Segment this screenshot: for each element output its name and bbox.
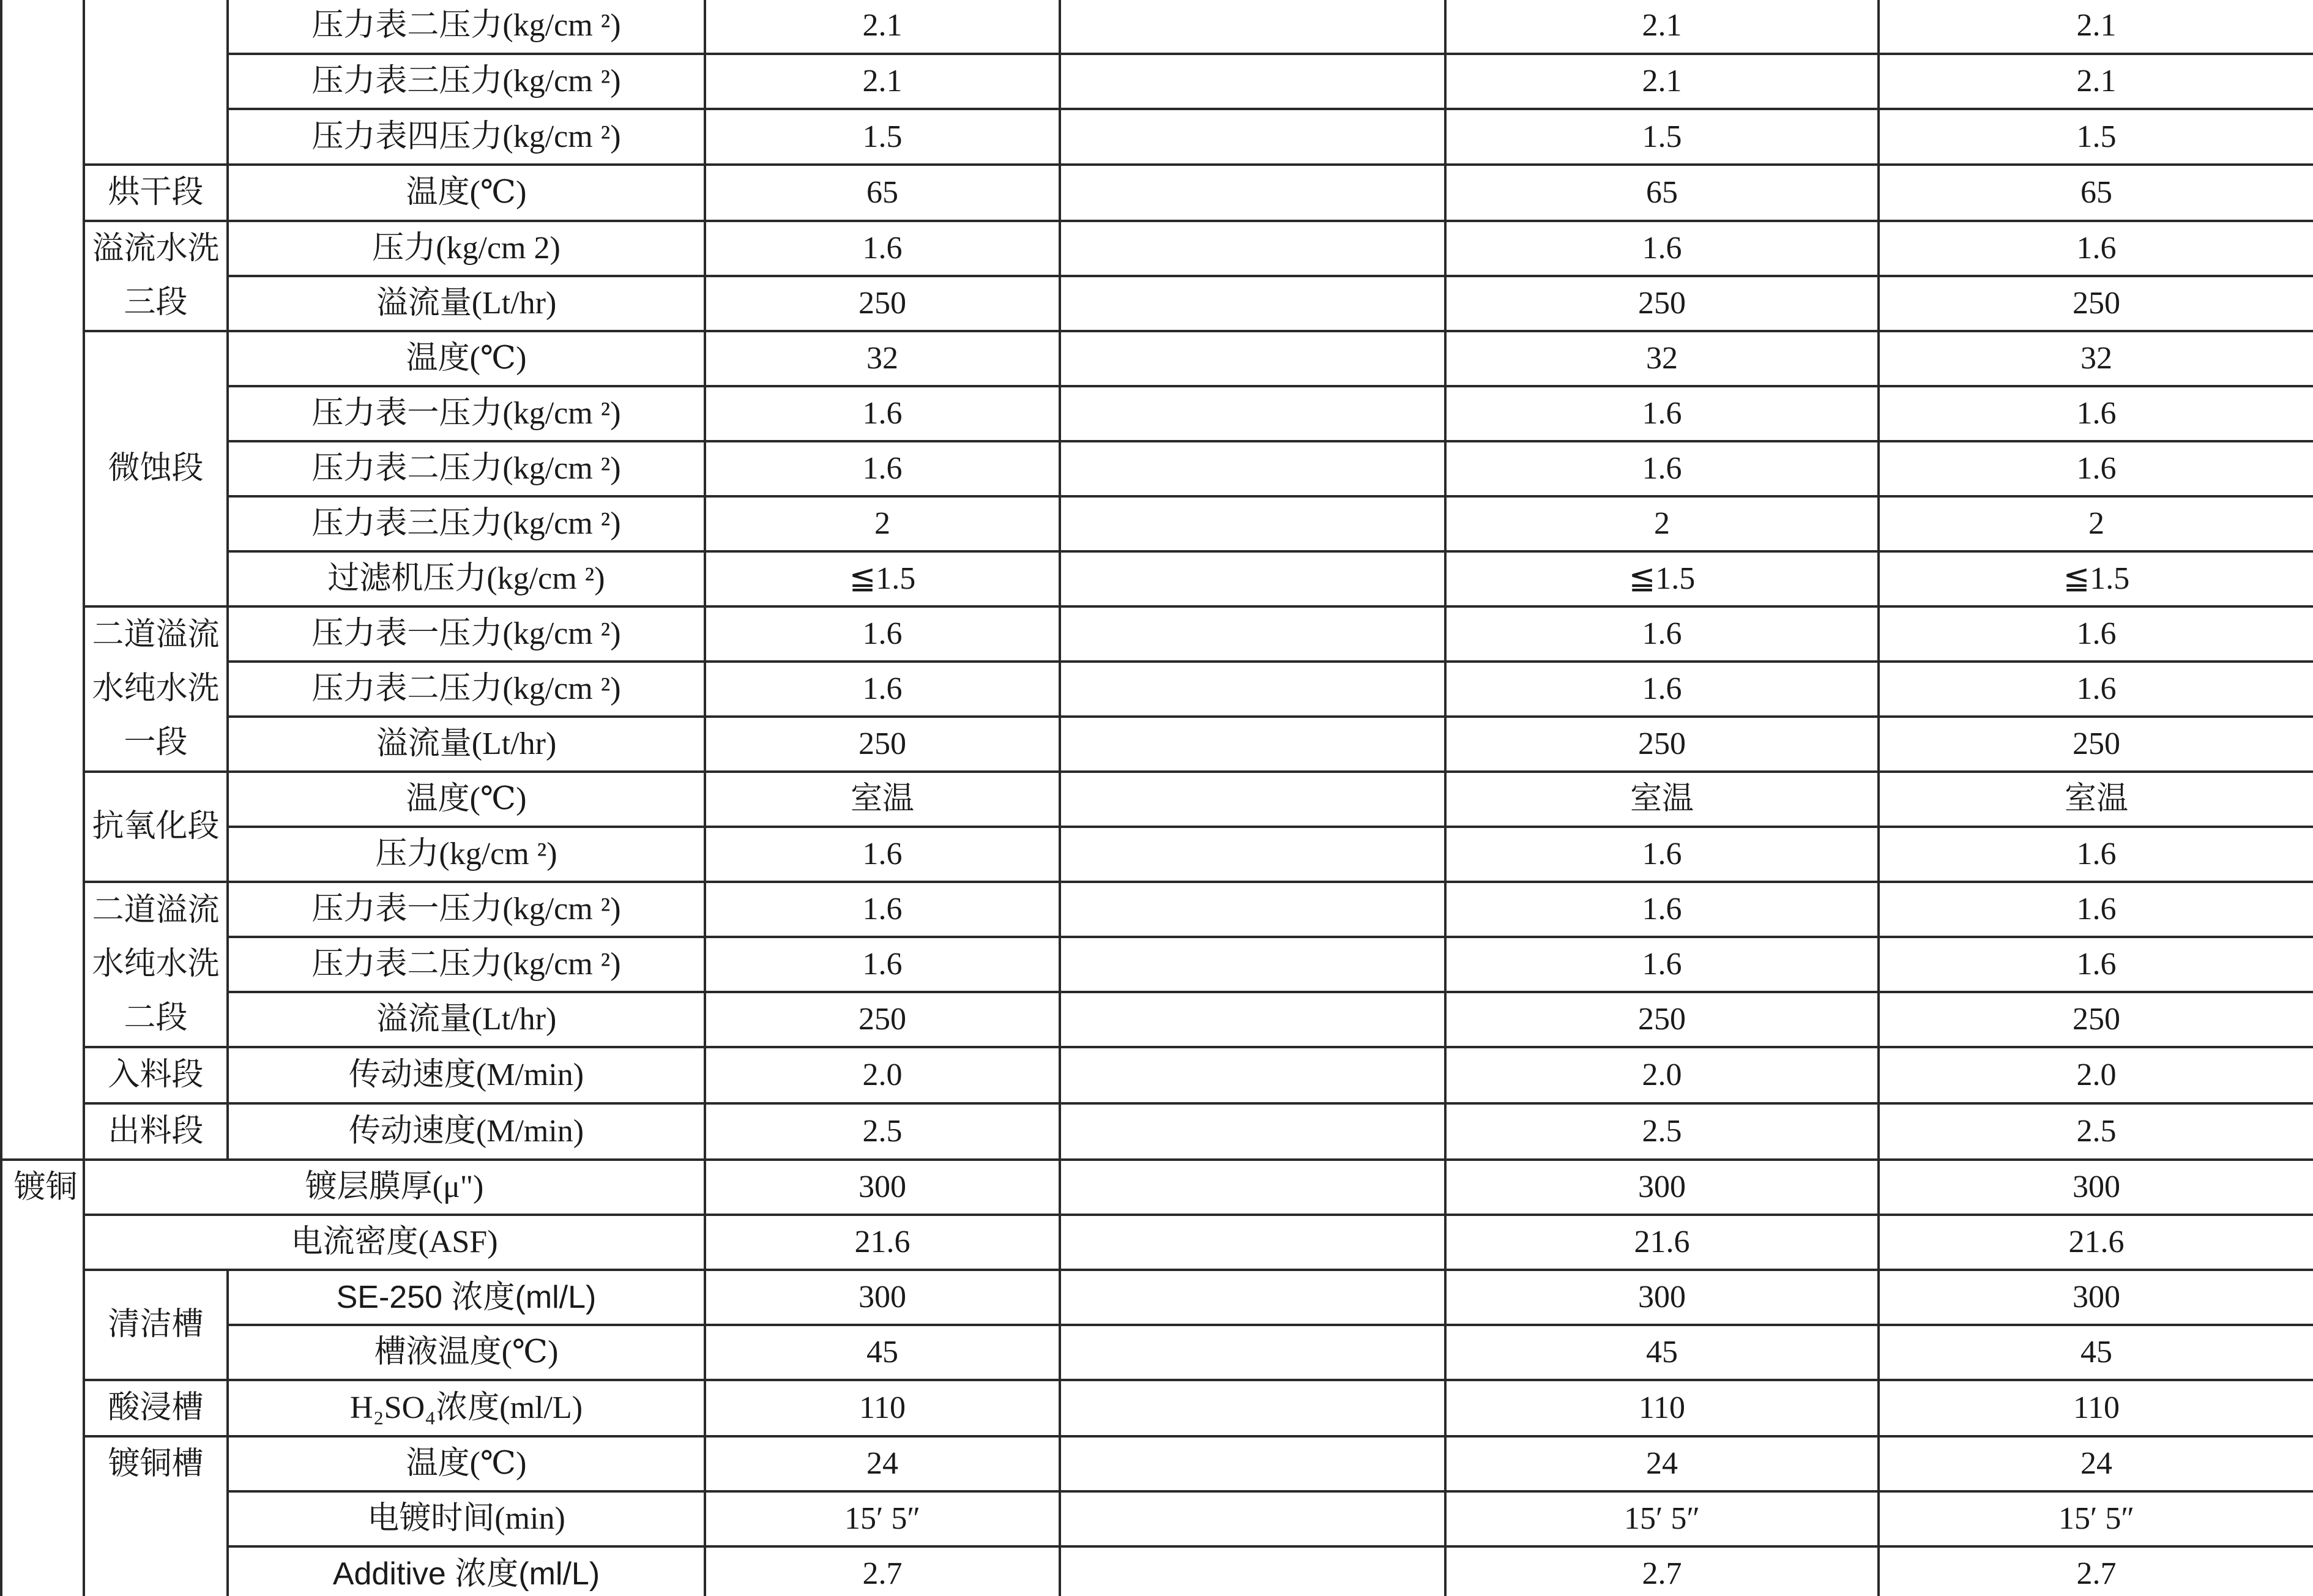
value-cell: 2 — [1445, 496, 1879, 551]
param-cell: 压力(kg/cm ²) — [228, 827, 705, 882]
table-row — [1, 551, 2313, 606]
blank-cell — [1060, 1215, 1445, 1270]
param-cell: 溢流量(Lt/hr) — [228, 717, 705, 772]
blank-cell — [1060, 331, 1445, 386]
blank-cell — [1060, 276, 1445, 331]
blank-cell — [1060, 1270, 1445, 1325]
value-cell: 1.6 — [1445, 937, 1879, 992]
value-cell: 2.1 — [1879, 0, 2313, 54]
param-cell: 电流密度(ASF) — [84, 1215, 705, 1270]
param-cell: 温度(℃) — [228, 772, 705, 827]
blank-cell — [1060, 882, 1445, 937]
value-cell: 250 — [1879, 276, 2313, 331]
table-row — [1, 1436, 2313, 1491]
value-cell: 300 — [1445, 1270, 1879, 1325]
blank-cell — [1060, 992, 1445, 1047]
value-cell: 1.6 — [1445, 882, 1879, 937]
blank-cell — [1060, 165, 1445, 221]
table-row — [1, 662, 2313, 717]
value-cell: 1.6 — [705, 606, 1060, 662]
value-cell: 250 — [1879, 717, 2313, 772]
value-cell: 250 — [1445, 992, 1879, 1047]
param-cell: 压力表三压力(kg/cm ²) — [228, 496, 705, 551]
param-cell: 槽液温度(℃) — [228, 1325, 705, 1380]
param-cell: 溢流量(Lt/hr) — [228, 276, 705, 331]
value-cell: 2.0 — [705, 1047, 1060, 1103]
table-row — [1, 772, 2313, 827]
value-cell: 1.6 — [1445, 386, 1879, 441]
section-cell: 溢流水洗三段 — [84, 221, 228, 331]
value-cell: 2 — [1879, 496, 2313, 551]
value-cell: 300 — [1445, 1160, 1879, 1215]
value-cell: 1.6 — [1445, 221, 1879, 276]
param-cell: 压力表二压力(kg/cm ²) — [228, 937, 705, 992]
value-cell: 1.6 — [705, 221, 1060, 276]
value-cell: 1.6 — [1879, 882, 2313, 937]
value-cell: 1.6 — [1445, 441, 1879, 496]
section-cell-prev — [84, 0, 228, 165]
value-cell: 65 — [1445, 165, 1879, 221]
value-cell: 1.6 — [1879, 606, 2313, 662]
param-cell: 传动速度(M/min) — [228, 1103, 705, 1160]
value-cell: 1.6 — [705, 882, 1060, 937]
blank-cell — [1060, 1380, 1445, 1436]
blank-cell — [1060, 1160, 1445, 1215]
value-cell: 300 — [705, 1160, 1060, 1215]
value-cell: 21.6 — [1445, 1215, 1879, 1270]
value-cell: 1.6 — [705, 441, 1060, 496]
section-cell: 清洁槽 — [84, 1270, 228, 1380]
section-cell: 抗氧化段 — [84, 772, 228, 882]
value-cell: 2 — [705, 496, 1060, 551]
value-cell: 1.6 — [1879, 937, 2313, 992]
value-cell: 32 — [1879, 331, 2313, 386]
value-cell: 2.0 — [1879, 1047, 2313, 1103]
value-cell: 1.6 — [1445, 662, 1879, 717]
value-cell: 2.1 — [1879, 54, 2313, 109]
value-cell: 45 — [1879, 1325, 2313, 1380]
table-row — [1, 1380, 2313, 1436]
table-row — [1, 1215, 2313, 1270]
value-cell: 45 — [705, 1325, 1060, 1380]
blank-cell — [1060, 1325, 1445, 1380]
blank-cell — [1060, 717, 1445, 772]
value-cell: 300 — [1879, 1160, 2313, 1215]
blank-cell — [1060, 496, 1445, 551]
section-cell: 镀铜槽 — [84, 1436, 228, 1596]
table-row — [1, 441, 2313, 496]
value-cell: 250 — [705, 992, 1060, 1047]
section-cell: 微蚀段 — [84, 331, 228, 606]
table-row — [1, 882, 2313, 937]
value-cell: 2.1 — [705, 0, 1060, 54]
category-cell — [1, 1160, 84, 1596]
value-cell: 15′ 5″ — [1879, 1491, 2313, 1546]
table-row — [1, 1103, 2313, 1160]
table-row — [1, 827, 2313, 882]
value-cell: 2.0 — [1445, 1047, 1879, 1103]
value-cell: 110 — [1445, 1380, 1879, 1436]
value-cell: 2.5 — [705, 1103, 1060, 1160]
blank-cell — [1060, 1491, 1445, 1546]
blank-cell — [1060, 54, 1445, 109]
table-row — [1, 54, 2313, 109]
section-cell: 二道溢流水纯水洗二段 — [84, 882, 228, 1047]
param-cell: 过滤机压力(kg/cm ²) — [228, 551, 705, 606]
value-cell: 110 — [705, 1380, 1060, 1436]
value-cell: 65 — [1879, 165, 2313, 221]
blank-cell — [1060, 1436, 1445, 1491]
value-cell: 1.6 — [705, 662, 1060, 717]
param-cell: 压力表二压力(kg/cm ²) — [228, 0, 705, 54]
table-row — [1, 386, 2313, 441]
param-cell: 镀层膜厚(μ") — [84, 1160, 705, 1215]
table-row — [1, 109, 2313, 165]
value-cell: 2.7 — [705, 1546, 1060, 1596]
table-row — [1, 1546, 2313, 1596]
blank-cell — [1060, 441, 1445, 496]
section-cell: 酸浸槽 — [84, 1380, 228, 1436]
value-cell: 1.6 — [1445, 827, 1879, 882]
blank-cell — [1060, 109, 1445, 165]
param-cell: 温度(℃) — [228, 165, 705, 221]
value-cell: 1.6 — [1879, 386, 2313, 441]
value-cell: ≦1.5 — [705, 551, 1060, 606]
table-row — [1, 276, 2313, 331]
table-row — [1, 1047, 2313, 1103]
table-row — [1, 937, 2313, 992]
param-cell: 压力表一压力(kg/cm ²) — [228, 882, 705, 937]
value-cell: 1.6 — [705, 827, 1060, 882]
param-cell: 温度(℃) — [228, 331, 705, 386]
param-cell: 压力表三压力(kg/cm ²) — [228, 54, 705, 109]
value-cell: 15′ 5″ — [1445, 1491, 1879, 1546]
value-cell: 1.6 — [1879, 221, 2313, 276]
value-cell: 300 — [705, 1270, 1060, 1325]
param-cell: SE-250 浓度(ml/L) — [228, 1270, 705, 1325]
value-cell: 1.6 — [1879, 441, 2313, 496]
table-row — [1, 606, 2313, 662]
param-cell: 压力表一压力(kg/cm ²) — [228, 386, 705, 441]
value-cell: 250 — [1445, 717, 1879, 772]
section-cell: 二道溢流水纯水洗一段 — [84, 606, 228, 772]
value-cell: 1.6 — [1445, 606, 1879, 662]
param-cell: 传动速度(M/min) — [228, 1047, 705, 1103]
value-cell: 24 — [705, 1436, 1060, 1491]
value-cell: 2.1 — [1445, 54, 1879, 109]
param-cell: 电镀时间(min) — [228, 1491, 705, 1546]
table-row — [1, 331, 2313, 386]
table-row — [1, 1491, 2313, 1546]
table-row — [1, 1160, 2313, 1215]
value-cell: 2.5 — [1879, 1103, 2313, 1160]
value-cell: 15′ 5″ — [705, 1491, 1060, 1546]
value-cell: 室温 — [1445, 772, 1879, 827]
value-cell: 2.7 — [1879, 1546, 2313, 1596]
value-cell: 300 — [1879, 1270, 2313, 1325]
param-cell: 压力(kg/cm 2) — [228, 221, 705, 276]
value-cell: 65 — [705, 165, 1060, 221]
blank-cell — [1060, 221, 1445, 276]
value-cell: 1.5 — [1445, 109, 1879, 165]
category-label: 镀铜 — [13, 1170, 78, 1205]
value-cell: 21.6 — [1879, 1215, 2313, 1270]
table-row — [1, 221, 2313, 276]
blank-cell — [1060, 662, 1445, 717]
param-cell: 压力表二压力(kg/cm ²) — [228, 662, 705, 717]
value-cell: ≦1.5 — [1445, 551, 1879, 606]
value-cell: 1.5 — [705, 109, 1060, 165]
table-row — [1, 496, 2313, 551]
category-cell-prev — [1, 0, 84, 1160]
blank-cell — [1060, 386, 1445, 441]
section-cell: 出料段 — [84, 1103, 228, 1160]
value-cell: 250 — [705, 276, 1060, 331]
value-cell: 250 — [705, 717, 1060, 772]
value-cell: 1.6 — [1879, 662, 2313, 717]
param-cell: 溢流量(Lt/hr) — [228, 992, 705, 1047]
value-cell: 1.5 — [1879, 109, 2313, 165]
blank-cell — [1060, 772, 1445, 827]
value-cell: 室温 — [705, 772, 1060, 827]
blank-cell — [1060, 1047, 1445, 1103]
param-cell: Additive 浓度(ml/L) — [228, 1546, 705, 1596]
table-row — [1, 992, 2313, 1047]
value-cell: 32 — [1445, 331, 1879, 386]
value-cell: 110 — [1879, 1380, 2313, 1436]
value-cell: 24 — [1445, 1436, 1879, 1491]
table-row — [1, 1325, 2313, 1380]
param-cell: 压力表一压力(kg/cm ²) — [228, 606, 705, 662]
param-cell: 压力表四压力(kg/cm ²) — [228, 109, 705, 165]
section-cell: 入料段 — [84, 1047, 228, 1103]
blank-cell — [1060, 827, 1445, 882]
section-cell: 烘干段 — [84, 165, 228, 221]
param-cell: 压力表二压力(kg/cm ²) — [228, 441, 705, 496]
value-cell: 21.6 — [705, 1215, 1060, 1270]
value-cell: 1.6 — [705, 386, 1060, 441]
value-cell: 室温 — [1879, 772, 2313, 827]
value-cell: 250 — [1879, 992, 2313, 1047]
blank-cell — [1060, 1546, 1445, 1596]
table-row — [1, 165, 2313, 221]
param-cell: H₂SO₄浓度(ml/L) — [228, 1380, 705, 1436]
value-cell: 24 — [1879, 1436, 2313, 1491]
value-cell: 1.6 — [705, 937, 1060, 992]
blank-cell — [1060, 0, 1445, 54]
value-cell: ≦1.5 — [1879, 551, 2313, 606]
blank-cell — [1060, 1103, 1445, 1160]
table-row — [1, 717, 2313, 772]
table-row — [1, 0, 2313, 54]
blank-cell — [1060, 937, 1445, 992]
value-cell: 2.1 — [705, 54, 1060, 109]
value-cell: 2.1 — [1445, 0, 1879, 54]
param-cell: 温度(℃) — [228, 1436, 705, 1491]
value-cell: 1.6 — [1879, 827, 2313, 882]
value-cell: 2.7 — [1445, 1546, 1879, 1596]
value-cell: 32 — [705, 331, 1060, 386]
value-cell: 250 — [1445, 276, 1879, 331]
blank-cell — [1060, 606, 1445, 662]
value-cell: 45 — [1445, 1325, 1879, 1380]
value-cell: 2.5 — [1445, 1103, 1879, 1160]
table-row — [1, 1270, 2313, 1325]
blank-cell — [1060, 551, 1445, 606]
